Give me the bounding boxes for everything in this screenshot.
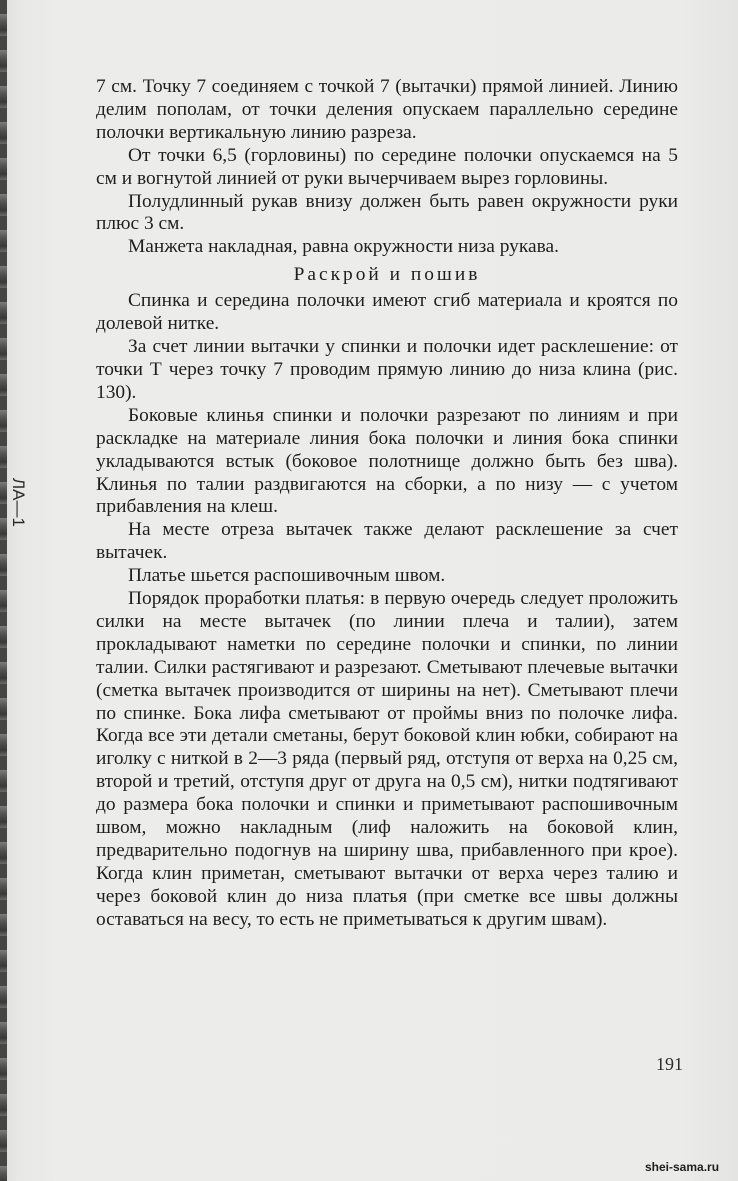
paragraph: Спинка и середина полочки имеют сгиб материала и кроятся по долевой нитке. xyxy=(96,290,678,335)
paragraph: На месте отреза вытачек также делают расклешение за счет вытачек. xyxy=(96,519,678,564)
page-binding-edge xyxy=(0,0,7,1181)
margin-mark-text: ЛА—1 xyxy=(9,478,28,527)
watermark: shei-sama.ru xyxy=(645,1160,720,1174)
margin-mark xyxy=(6,478,30,558)
paragraph: 7 см. Точку 7 соединяем с точкой 7 (вытачки) прямой линией. Линию делим пополам, от точки деления опускаем параллельно середине полочки вертикальную линию разреза. xyxy=(96,76,678,143)
section-heading: Раскрой и пошив xyxy=(293,264,481,286)
paragraph: Манжета накладная, равна окружности низа рукава. xyxy=(128,236,559,258)
paragraph: Боковые клинья спинки и полочки разрезают по линиям и при раскладке на материале линия бока полочки и линия бока спинки укладываются встык (боковое полотнище должно быть без шва). Клинья по талии раздвигаются на сборки, а по низу — с учетом прибавления на клеш. xyxy=(96,404,678,518)
paragraph: Платье шьется распошивочным швом. xyxy=(128,565,446,587)
paragraph: За счет линии вытачки у спинки и полочки идет расклешение: от точки Т через точку 7 проводим прямую линию до низа клина (рис. 130). xyxy=(96,336,678,403)
paragraph: Полудлинный рукав внизу должен быть равен окружности руки плюс 3 см. xyxy=(96,190,678,235)
body-text xyxy=(96,76,678,932)
paragraph: От точки 6,5 (горловины) по середине полочки опускаемся на 5 см и вогнутой линией от руки вычерчиваем вырез горловины. xyxy=(96,144,678,189)
page-number: 191 xyxy=(656,1054,683,1074)
paragraph: Порядок проработки платья: в первую очередь следует проложить силки на месте вытачек (по линии плеча и талии), затем прокладывают наметки по середине полочки и спинки, по линии талии. Силки растягивают и разрезают. Сметывают плечевые вытачки (сметка вытачек производится от ширины на нет). Сметывают плечи по спинке. Бока лифа сметывают от проймы вниз по полочке лифа. Когда все эти детали сметаны, берут боковой клин юбки, собирают на иголку с ниткой в 2—3 ряда (первый ряд, отступя от верха на 0,25 см, второй и третий, отступя друг от друга на 0,5 см), нитки подтягивают до размера бока полочки и спинки и приметывают распошивочным швом, можно накладным (лиф наложить на боковой клин, предварительно подогнув на ширину шва, прибавленного при крое). Когда клин приметан, сметывают вытачки от верха через талию и через боковой клин до низа платья (при сметке все швы должны оставаться на весу, то есть не приметываться к другим швам). xyxy=(96,588,678,930)
